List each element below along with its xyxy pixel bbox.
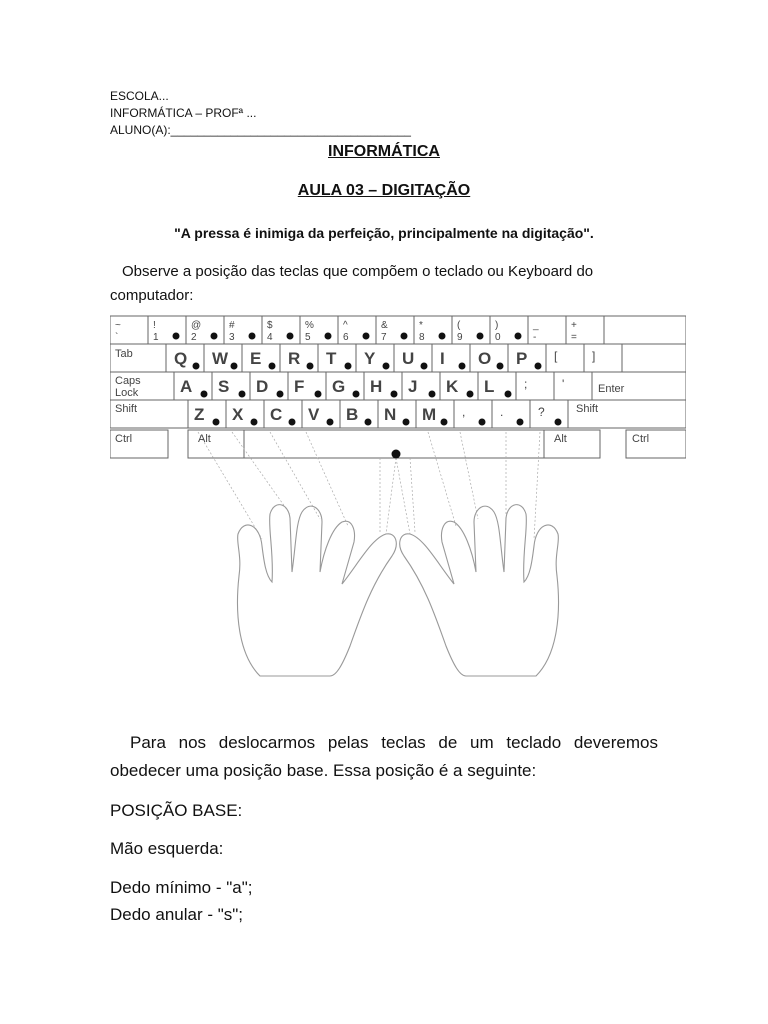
key-label-letter: U: [402, 349, 415, 368]
finger-dot: [477, 333, 484, 340]
finger-dot: [392, 450, 401, 459]
key-label-symbol: [: [554, 349, 558, 363]
key-label-bottom: 3: [229, 332, 235, 343]
key-label-top: @: [191, 320, 202, 331]
key-label-alt: Alt: [198, 433, 211, 445]
key-label-bottom: 0: [495, 332, 501, 343]
key-label-bottom: 6: [343, 332, 349, 343]
finger-dot: [459, 363, 466, 370]
key-letter: [516, 372, 554, 400]
finger-dot: [345, 363, 352, 370]
key-label-bottom: 8: [419, 332, 425, 343]
finger-dot: [201, 391, 208, 398]
key-label-top: &: [381, 320, 388, 331]
header-school: ESCOLA...: [110, 89, 169, 103]
finger-dot: [277, 391, 284, 398]
finger-dot: [307, 363, 314, 370]
finger-dot: [517, 419, 524, 426]
key-label-letter: F: [294, 377, 305, 396]
key-letter: [492, 400, 530, 428]
key-label-letter: O: [478, 349, 492, 368]
finger-dot: [515, 333, 522, 340]
right-hand-outline: [400, 505, 559, 676]
key-label-letter: S: [218, 377, 230, 396]
key-label-bottom: 4: [267, 332, 273, 343]
key-label-top: $: [267, 320, 273, 331]
finger-dot: [467, 391, 474, 398]
key-label-letter: T: [326, 349, 337, 368]
finger-dot: [213, 419, 220, 426]
finger-guide-line: [396, 458, 410, 534]
finger-dot: [429, 391, 436, 398]
finger-dot: [249, 333, 256, 340]
finger-dot: [505, 391, 512, 398]
finger-dot: [211, 333, 218, 340]
key-label-letter: Y: [364, 349, 376, 368]
key-backslash: [622, 344, 686, 372]
key-label-letter: X: [232, 405, 244, 424]
finger-dot: [251, 419, 258, 426]
key-label-symbol: ;: [524, 377, 528, 391]
finger-dot: [365, 419, 372, 426]
finger-dot: [383, 363, 390, 370]
key-label-letter: V: [308, 405, 320, 424]
key-label-letter: Z: [194, 405, 205, 424]
finger-dot: [239, 391, 246, 398]
finger-guide-line: [386, 458, 396, 534]
key-label-top: ^: [343, 320, 348, 331]
finger-dot: [497, 363, 504, 370]
finger-dot: [441, 419, 448, 426]
key-label-letter: R: [288, 349, 301, 368]
key-label-enter: Enter: [598, 383, 625, 395]
finger-pinky: Dedo mínimo - "a";: [110, 878, 253, 897]
finger-dot: [269, 363, 276, 370]
key-letter: [554, 372, 592, 400]
finger-dot: [287, 333, 294, 340]
key-letter: [454, 400, 492, 428]
finger-dot: [555, 419, 562, 426]
key-alt-left: [188, 430, 244, 458]
finger-dot: [535, 363, 542, 370]
finger-dot: [231, 363, 238, 370]
key-label-letter: M: [422, 405, 437, 424]
key-label-letter: L: [484, 377, 495, 396]
key-label-top: +: [571, 320, 577, 331]
key-label-letter: J: [408, 377, 418, 396]
key-label-letter: P: [516, 349, 528, 368]
key-label-letter: B: [346, 405, 359, 424]
key-label-letter: D: [256, 377, 269, 396]
key-letter: [546, 344, 584, 372]
key-label-top: ~: [115, 320, 121, 331]
key-alt-right: [544, 430, 600, 458]
key-label-shift: Shift: [576, 403, 599, 415]
key-label-top: (: [457, 320, 461, 331]
key-label-ctrl: Ctrl: [632, 433, 650, 445]
finger-dot: [193, 363, 200, 370]
left-hand-heading: Mão esquerda:: [110, 839, 224, 858]
key-label-letter: A: [180, 377, 193, 396]
finger-dot: [363, 333, 370, 340]
key-label-letter: I: [440, 349, 445, 368]
para-line-1: Para nos deslocarmos pelas teclas de um teclado deveremos: [130, 733, 658, 752]
key-label-letter: W: [212, 349, 229, 368]
finger-dot: [327, 419, 334, 426]
intro-line-2: computador:: [110, 287, 194, 304]
key-label-bottom: =: [571, 332, 577, 343]
key-label-top: #: [229, 320, 235, 331]
para-line-2: obedecer uma posição base. Essa posição é a seguinte:: [110, 761, 537, 780]
key-label-top: _: [533, 320, 539, 331]
finger-dot: [401, 333, 408, 340]
keyboard-hands-illustration: [110, 314, 686, 700]
key-label-bottom: 1: [153, 332, 159, 343]
quote: "A pressa é inimiga da perfeição, principalmente na digitação".: [174, 225, 594, 241]
key-label-shift: Shift: [115, 403, 138, 415]
key-label-bottom: 2: [191, 332, 197, 343]
finger-dot: [325, 333, 332, 340]
key-label-letter: H: [370, 377, 383, 396]
header-student: ALUNO(A):____________________________________: [110, 123, 411, 137]
finger-dot: [289, 419, 296, 426]
key-label-top: ): [495, 320, 499, 331]
finger-dot: [353, 391, 360, 398]
key-backspace: [604, 316, 686, 344]
key-label-top: !: [153, 320, 156, 331]
key-label-symbol: ,: [462, 405, 466, 419]
finger-ring: Dedo anular - "s";: [110, 905, 244, 924]
left-hand-outline: [237, 505, 396, 676]
key-label-bottom: `: [115, 332, 119, 343]
key-label-tab: Tab: [115, 348, 133, 360]
key-label-ctrl: Ctrl: [115, 433, 133, 445]
key-label-symbol: ': [562, 377, 565, 391]
key-label-bottom: 9: [457, 332, 463, 343]
key-label-alt: Alt: [554, 433, 567, 445]
page-subtitle: AULA 03 – DIGITAÇÃO: [297, 182, 471, 199]
finger-dot: [439, 333, 446, 340]
finger-dot: [479, 419, 486, 426]
finger-guide-line: [410, 458, 415, 532]
key-label-symbol: ?: [538, 405, 545, 419]
key-label-top: %: [305, 320, 314, 331]
posicao-base-heading: POSIÇÃO BASE:: [110, 801, 243, 820]
key-label-letter: N: [384, 405, 397, 424]
key-label-bottom: 5: [305, 332, 311, 343]
finger-dot: [421, 363, 428, 370]
key-label-bottom: 7: [381, 332, 387, 343]
key-letter: [530, 400, 568, 428]
finger-dot: [315, 391, 322, 398]
key-label-bottom: -: [533, 332, 537, 343]
key-label-symbol: .: [500, 405, 504, 419]
key-label-caps: Caps: [115, 375, 141, 387]
key-letter: [584, 344, 622, 372]
intro-line-1: Observe a posição das teclas que compõem o teclado ou Keyboard do: [122, 263, 594, 280]
page-title: INFORMÁTICA: [328, 143, 440, 160]
header-teacher: INFORMÁTICA – PROFª ...: [110, 106, 257, 120]
key-label-letter: K: [446, 377, 459, 396]
finger-dot: [391, 391, 398, 398]
key-label-letter: Q: [174, 349, 188, 368]
finger-dot: [403, 419, 410, 426]
key-label-letter: E: [250, 349, 262, 368]
finger-dot: [173, 333, 180, 340]
key-label-symbol: ]: [592, 349, 596, 363]
key-label-top: *: [419, 320, 423, 331]
key-label-lock: Lock: [115, 387, 139, 399]
key-label-letter: G: [332, 377, 346, 396]
key-label-letter: C: [270, 405, 283, 424]
